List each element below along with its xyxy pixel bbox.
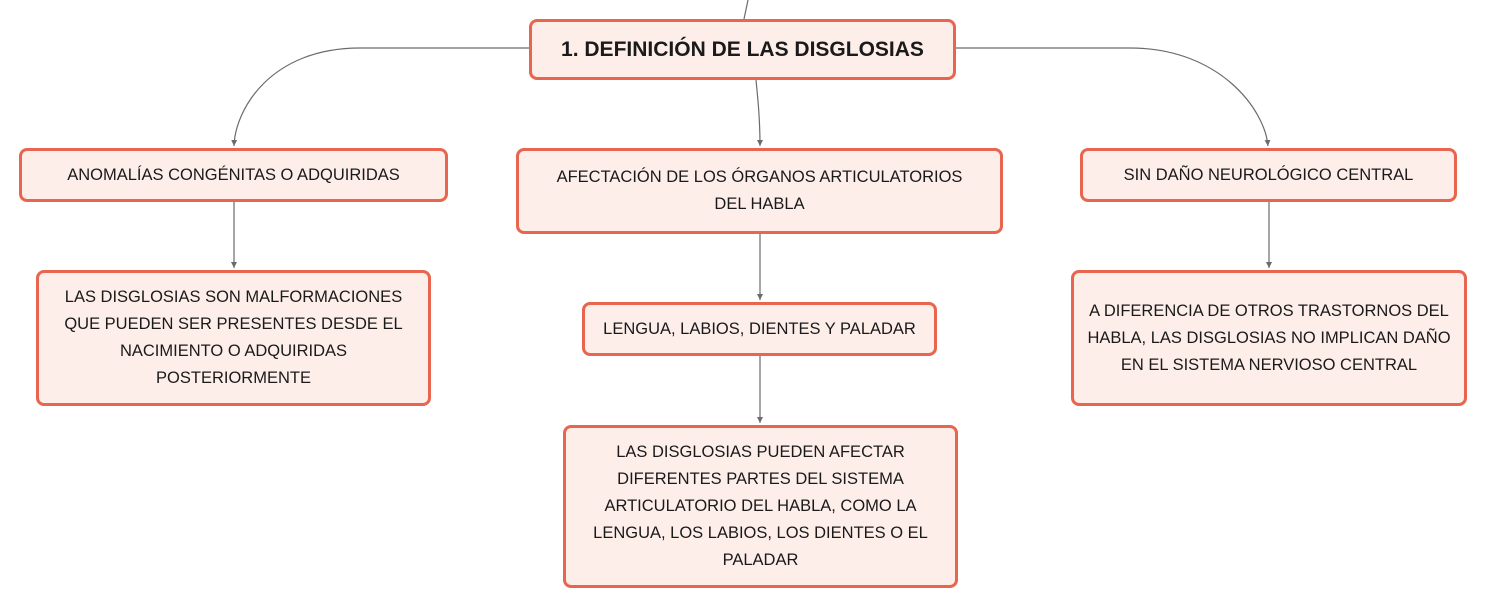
- branch-node-middle[interactable]: [516, 148, 1003, 234]
- detail-node-left[interactable]: [36, 270, 431, 406]
- detail-node-right[interactable]: [1071, 270, 1467, 406]
- detail-label: LAS DISGLOSIAS SON MALFORMACIONES QUE PUEDEN SER PRESENTES DESDE EL NACIMIENTO O ADQUIRIDAS POSTERIORMENTE: [64, 288, 403, 387]
- branch-node-left[interactable]: [19, 148, 448, 202]
- branch-node-right[interactable]: [1080, 148, 1457, 202]
- child-node-middle[interactable]: [582, 302, 937, 356]
- connector-root-to-branch-right: [955, 48, 1268, 146]
- detail-node-middle[interactable]: [563, 425, 958, 588]
- connector-root-to-branch-left: [234, 48, 530, 146]
- branch-label: AFECTACIÓN DE LOS ÓRGANOS ARTICULATORIOS DEL HABLA: [556, 168, 963, 213]
- root-label: 1. DEFINICIÓN DE LAS DISGLOSIAS: [561, 37, 924, 61]
- connector-root-to-branch-middle: [756, 80, 760, 146]
- root-node[interactable]: [529, 19, 956, 80]
- child-label: LENGUA, LABIOS, DIENTES Y PALADAR: [603, 319, 916, 338]
- detail-label: A DIFERENCIA DE OTROS TRASTORNOS DEL HABLA, LAS DISGLOSIAS NO IMPLICAN DAÑO EN EL SISTEMA NERVIOSO CENTRAL: [1087, 301, 1451, 374]
- branch-label: SIN DAÑO NEUROLÓGICO CENTRAL: [1123, 165, 1414, 184]
- incoming-connector: [744, 0, 748, 19]
- branch-label: ANOMALÍAS CONGÉNITAS O ADQUIRIDAS: [67, 165, 400, 184]
- detail-label: LAS DISGLOSIAS PUEDEN AFECTAR DIFERENTES PARTES DEL SISTEMA ARTICULATORIO DEL HABLA, COMO LA LENGUA, LOS LABIOS, LOS DIENTES O EL PALADAR: [593, 443, 928, 569]
